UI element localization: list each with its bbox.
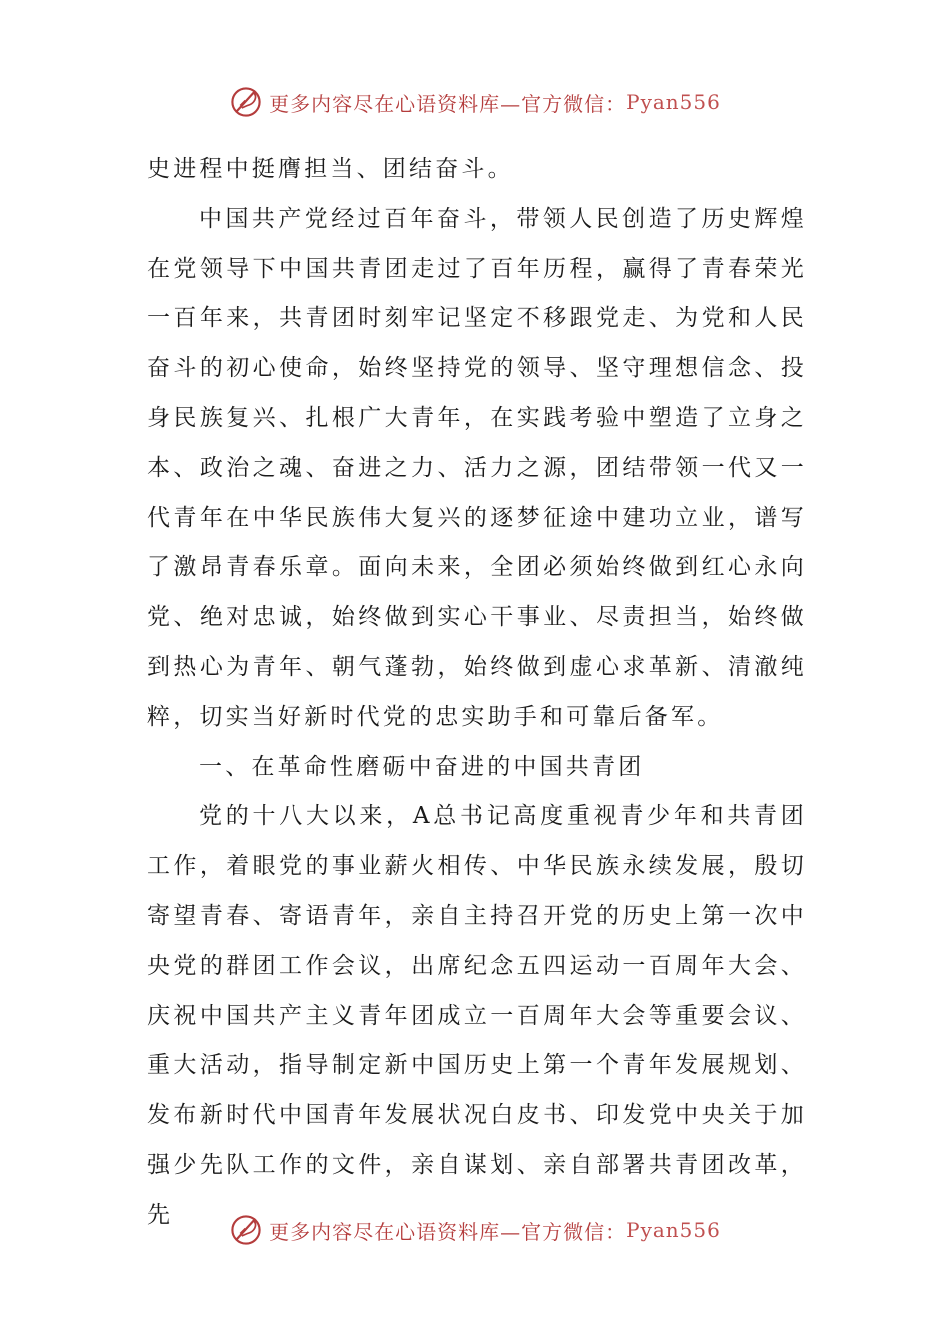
quill-pen-logo-icon <box>229 85 263 119</box>
footer-banner <box>0 1210 950 1250</box>
paragraph-section-one: 党的十八大以来，A总书记高度重视青少年和共青团工作，着眼党的事业薪火相传、中华民族永续发展，殷切寄望青春、寄语青年，亲自主持召开党的历史上第一次中央党的群团工作会议，出席纪念五四运动一百周年大会、庆祝中国共产主义青年团成立一百周年大会等重要会议、重大活动，指导制定新中国历史上第一个青年发展规划、发布新时代中国青年发展状况白皮书、印发党中央关于加强少先队工作的文件，亲自谋划、亲自部署共青团改革，先 <box>147 803 807 1228</box>
paragraph-continuation: 史进程中挺膺担当、团结奋斗。 <box>147 156 514 182</box>
footer-banner-text: 更多内容尽在心语资料库—官方微信： <box>269 1219 627 1244</box>
header-wechat-id: Pyan556 <box>626 90 721 114</box>
quill-pen-logo-icon <box>229 1213 263 1247</box>
footer-wechat-id: Pyan556 <box>626 1218 721 1242</box>
paragraph-intro: 中国共产党经过百年奋斗，带领人民创造了历史辉煌在党领导下中国共青团走过了百年历程，赢得了青春荣光一百年来，共青团时刻牢记坚定不移跟党走、为党和人民奋斗的初心使命，始终坚持党的领导、坚守理想信念、投身民族复兴、扎根广大青年，在实践考验中塑造了立身之本、政治之魂、奋进之力、活力之源，团结带领一代又一代青年在中华民族伟大复兴的逐梦征途中建功立业，谱写了激昂青春乐章。面向未来，全团必须始终做到红心永向党、绝对忠诚，始终做到实心干事业、尽责担当，始终做到热心为青年、朝气蓬勃，始终做到虚心求革新、清澈纯粹，切实当好新时代党的忠实助手和可靠后备军。 <box>147 205 807 730</box>
document-body <box>147 145 807 1241</box>
header-banner-text: 更多内容尽在心语资料库—官方微信： <box>269 91 627 116</box>
header-banner <box>0 82 950 122</box>
section-heading: 一、在革命性磨砺中奋进的中国共青团 <box>199 753 645 780</box>
